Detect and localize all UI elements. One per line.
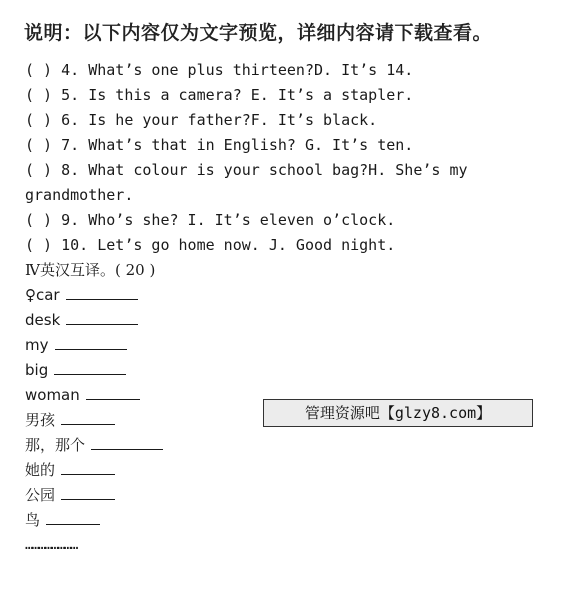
matching-line-7: ( ) 7. What’s that in English? G. It’s ten. <box>25 136 414 154</box>
answer-blank[interactable] <box>54 358 126 375</box>
answer-blank[interactable] <box>66 283 138 300</box>
vocab-word: my <box>25 336 49 354</box>
vocab-item <box>25 433 555 458</box>
vocab-item <box>25 508 555 533</box>
vocab-word: ♀car <box>25 286 60 304</box>
answer-blank[interactable] <box>55 333 127 350</box>
vocab-word: woman <box>25 386 80 404</box>
vocab-word: 她的 <box>25 461 56 479</box>
document-body <box>25 58 555 555</box>
vocab-item <box>25 458 555 483</box>
vocab-item <box>25 308 555 333</box>
matching-line-9: ( ) 9. Who’s she? I. It’s eleven o’clock. <box>25 211 396 229</box>
matching-line-4: ( ) 4. What’s one plus thirteen?D. It’s 14. <box>25 61 414 79</box>
section-title: Ⅳ英汉互译。( 20 ) <box>25 261 156 279</box>
answer-blank[interactable] <box>91 433 163 450</box>
vocab-item <box>25 358 555 383</box>
matching-line-8-continued: grandmother. <box>25 186 134 204</box>
preview-notice: 说明：以下内容仅为文字预览，详细内容请下载查看。 <box>24 22 493 44</box>
vocab-word: 公园 <box>25 486 56 504</box>
vocab-word: 鸟 <box>25 511 41 529</box>
vocab-item <box>25 483 555 508</box>
answer-blank[interactable] <box>86 383 140 400</box>
vocab-word: big <box>25 361 49 379</box>
answer-blank[interactable] <box>46 508 100 525</box>
vocab-item <box>25 283 555 308</box>
matching-line-5: ( ) 5. Is this a camera? E. It’s a stapler. <box>25 86 414 104</box>
vocab-word: desk <box>25 311 61 329</box>
vocab-word: 男孩 <box>25 411 56 429</box>
answer-blank[interactable] <box>61 483 115 500</box>
vocab-item <box>25 333 555 358</box>
matching-line-8: ( ) 8. What colour is your school bag?H. She’s my <box>25 161 468 179</box>
answer-blank[interactable] <box>61 408 115 425</box>
vocab-word: 那，那个 <box>25 436 86 454</box>
matching-line-6: ( ) 6. Is he your father?F. It’s black. <box>25 111 378 129</box>
matching-line-10: ( ) 10. Let’s go home now. J. Good night. <box>25 236 396 254</box>
answer-blank[interactable] <box>61 458 115 475</box>
answer-blank[interactable] <box>66 308 138 325</box>
continuation-dots: …………………… <box>25 537 77 553</box>
watermark-badge: 管理资源吧【glzy8.com】 <box>263 399 533 427</box>
